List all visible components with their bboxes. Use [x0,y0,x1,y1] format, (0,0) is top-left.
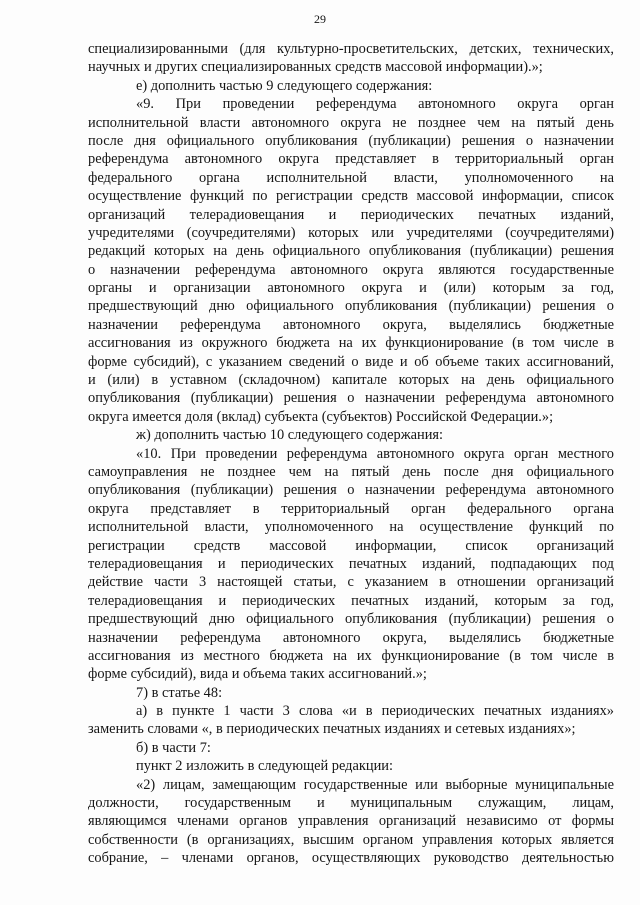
text-line: редакций которых на день официального опубликования (публикации) решения [88,243,614,260]
text-line: форме субсидий), вида и объема таких ассигнований.»; [88,666,427,683]
text-line: специализированными (для культурно-просветительских, детских, технических, [88,41,614,57]
text-line: «2) лицам, замещающим государственные или выборные муниципальные [136,776,614,793]
text-line: «9. При проведении референдума автономного округа орган [136,96,614,113]
text-line: учредителями (соучредителями) которых или учредителями (соучредителями) [88,224,614,241]
text-line: собственности (в организациях, высшим органом управления которых является [88,831,614,848]
text-line: ассигнования из окружного бюджета на их функционирование (в том числе в [88,335,614,352]
text-line: и (или) в уставном (складочном) капитале которых на день официального [88,372,614,389]
text-line: органы и организации автономного округа и (или) которым за год, [88,280,614,297]
text-line: регистрации средств массовой информации, список организаций [88,537,614,554]
text-line: е) дополнить частью 9 следующего содержания: [136,77,433,94]
text-line: самоуправления не позднее чем на пятый день после дня официального [88,463,614,480]
text-line: б) в части 7: [136,739,211,756]
page-number: 29 [314,12,326,26]
text-line: опубликования (публикации) решения о назначении референдума автономного [88,390,614,407]
document-body [88,40,614,868]
text-line: исполнительной власти, уполномоченного на осуществление функций по [88,519,614,536]
text-line: о назначении референдума автономного округа являются государственные [88,261,614,278]
text-line: организаций телерадиовещания и периодических печатных изданий, [88,206,614,223]
text-line: а) в пункте 1 части 3 слова «и в периодических печатных изданиях» [136,703,614,720]
text-line: являющимся членами органов управления организаций независимо от формы [88,813,614,830]
text-line: ж) дополнить частью 10 следующего содержания: [136,427,444,444]
text-line: заменить словами «, в периодических печатных изданиях и сетевых изданиях»; [88,721,576,738]
text-line: округа имеется доля (вклад) субъекта (субъектов) Российской Федерации.»; [88,408,554,425]
text-line: предшествующий дню официального опубликования (публикации) решения о [88,611,614,628]
text-line: ассигнования из местного бюджета на их функционирование (в том числе в [88,647,614,664]
text-line: собрание, – членами органов, осуществляющих руководство деятельностью [88,850,614,867]
text-line: телерадиовещания и периодических печатных изданий, подпадающих под [88,555,614,572]
text-line: должности, государственным и муниципальным служащим, лицам, [88,795,614,812]
text-line: опубликования (публикации) решения о назначении референдума автономного [88,482,614,499]
text-line: предшествующий дню официального опубликования (публикации) решения о [88,298,614,315]
text-line: федерального органа исполнительной власти, уполномоченного на [88,169,614,186]
text-line: референдума автономного округа представляет в территориальный орган [88,151,614,168]
text-line: телерадиовещания и периодических печатных изданий, которым за год, [88,592,614,609]
text-line: научных и других специализированных средств массовой информации).»; [88,59,543,76]
text-line: действие части 3 настоящей статьи, с указанием в отношении организаций [88,574,614,591]
text-line: назначении референдума автономного округа, выделялись бюджетные [88,316,614,333]
text-line: назначении референдума автономного округа, выделялись бюджетные [88,629,614,646]
text-line: форме субсидий), с указанием сведений о виде и об объеме таких ассигнований, [88,353,614,370]
text-line: после дня официального опубликования (публикации) решения о назначении [88,132,614,149]
text-line: округа представляет в территориальный орган федерального органа [88,500,614,517]
text-line: исполнительной власти автономного округа не позднее чем на пятый день [88,114,614,131]
text-line: осуществление функций по регистрации средств массовой информации, список [88,188,614,205]
text-line: пункт 2 изложить в следующей редакции: [136,758,393,775]
text-line: «10. При проведении референдума автономного округа орган местного [136,445,614,462]
text-line: 7) в статье 48: [136,684,223,701]
